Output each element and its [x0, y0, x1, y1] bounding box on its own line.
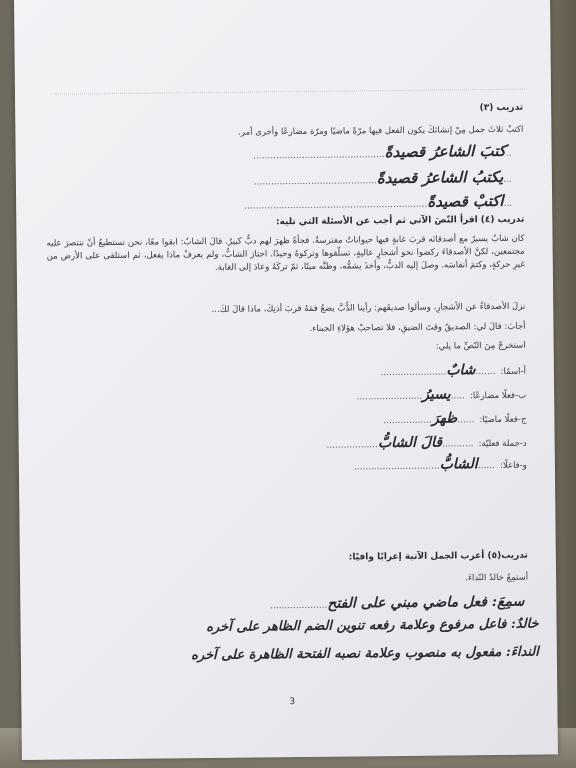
- ex4-item-5-label: و-فاعلًا:: [500, 460, 527, 471]
- ex5-line-1-text: سمِعَ: فعل ماضي مبني على الفتح: [327, 593, 525, 612]
- ex4-title: تدريب (٤) اقرأ النّصَ الآتي ثم أجب عن الأسئلة التي تليه:: [275, 214, 525, 228]
- ex4-item-5-answer: الشابُّ: [439, 456, 478, 473]
- ex3-instruction: اكتبْ ثلاثَ جمل مِنْ إنشائكَ يكون الفعل فيها مرّةً ماضيًا ومرّة مضارعًا وأخرى أمر.: [238, 124, 524, 138]
- ex3-title: تدريب (٣): [479, 102, 524, 114]
- ex4-item-1-label: أ-اسمًا:: [500, 366, 526, 377]
- ex4-item-2-label: ب-فعلًا مضارعًا:: [469, 390, 527, 402]
- ex4-paragraph-2: نزلَ الأصدقاءُ عن الأشجارِ، وسألوا صديقَهم: رأينا الدُّبَّ يضعُ فمَهُ قربَ أذنِكَ، ماذا قالَ لكَ...: [211, 301, 526, 315]
- ex4-item-3-label: ج-فعلًا ماضيًا:: [479, 414, 527, 426]
- ex5-sentence: أستمِعُ خالدُ النّداءَ.: [465, 572, 529, 584]
- ex3-answer-line-2: ...يكتبُ الشاعرُ قصيدةً...........................................: [253, 167, 512, 188]
- ex4-item-1-answer: شابٌ: [446, 362, 476, 379]
- bleed-through-dots: [55, 89, 527, 99]
- ex5-line-3-text: النداءَ: مفعول به منصوب وعلامة نصبه الفتحة الظاهرة على آخره: [191, 644, 539, 664]
- ex4-item-2: ب-فعلًا مضارعًا: .....يسيرُ.......................: [356, 386, 527, 403]
- page-number: 3: [289, 697, 296, 708]
- ex5-line-2: [206, 613, 539, 635]
- ex5-line-2-text: خالدٌ: فاعل مرفوع وعلامة رفعه تنوين الضم الظاهر على آخره: [206, 616, 539, 636]
- ex4-item-4-label: د-جملة فعليّة:: [478, 438, 527, 450]
- ex5-line-3: [191, 641, 539, 664]
- ex4-item-5: و-فاعلًا: ......الشابُّ..............................: [353, 456, 527, 473]
- ex3-answer-line-3: ...اكتبْ قصيدةً................................................................: [244, 191, 513, 212]
- ex4-item-3: ج-فعلًا ماضيًا: ......ظهرَ.................: [383, 410, 527, 427]
- ex3-answer-1: كتبَ الشاعرُ قصيدةً: [384, 141, 506, 162]
- ex4-item-1: أ-اسمًا: .......شابٌ.......................: [380, 362, 526, 379]
- ex3-answer-line-1: ..كتبَ الشاعرُ قصيدةً..............................................: [253, 141, 512, 162]
- ex4-paragraph-1: كان شابٌ يسيرُ مع أصدقائه قربَ غابةٍ فيها حيواناتٌ مفترسةٌ. فجأةً ظهرَ لهم دبٌّ كبيرٌ. قالَ الشابُ: ابقوا معًا، نحن نستطيعُ أنْ ننتصرَ عليه مجتمعين، لكنَّ الأصدقاءَ ركضوا نحو أشجارٍ عاليةٍ، تسلّقوها وتركوهُ وحيدًا. احتارَ الشابُّ، ولم يعرفْ ماذا يفعل، ثم استلقى على الأرض من غيرِ حركةٍ، وكتمَ أنفاسَه. وصلَ إليه الدبُّ، وأخذَ يشمُّه، وظنَّه ميتًا، ثمّ تركَهُ وعادَ إلى الغابة.: [46, 233, 525, 273]
- worksheet-page: [14, 0, 558, 760]
- ex3-answer-2: يكتبُ الشاعرُ قصيدةً: [376, 167, 504, 188]
- ex4-item-4: د-جملة فعليّة: ...........قالَ الشابُّ..................: [326, 434, 527, 452]
- ex4-item-4-answer: قالَ الشابُّ: [377, 434, 443, 452]
- ex5-line-1: سمِعَ: فعل ماضي مبني على الفتح....................: [270, 593, 525, 612]
- ex4-item-2-answer: يسيرُ: [422, 386, 451, 403]
- ex4-paragraph-3: أجابَ: قالَ لي: الصديقُ وقتَ الضيقِ، فلا تصاحبْ هؤلاءِ الجبناء.: [309, 321, 526, 334]
- ex5-title: تدريب(٥) أعرب الجمل الآتية إعرابًا وافيًا:: [348, 550, 528, 563]
- ex3-answer-3: اكتبْ قصيدةً: [427, 191, 504, 211]
- ex4-extract-label: استخرجْ مِنَ النّصِّ ما يلي:: [435, 340, 526, 352]
- ex4-item-3-answer: ظهرَ: [431, 410, 458, 427]
